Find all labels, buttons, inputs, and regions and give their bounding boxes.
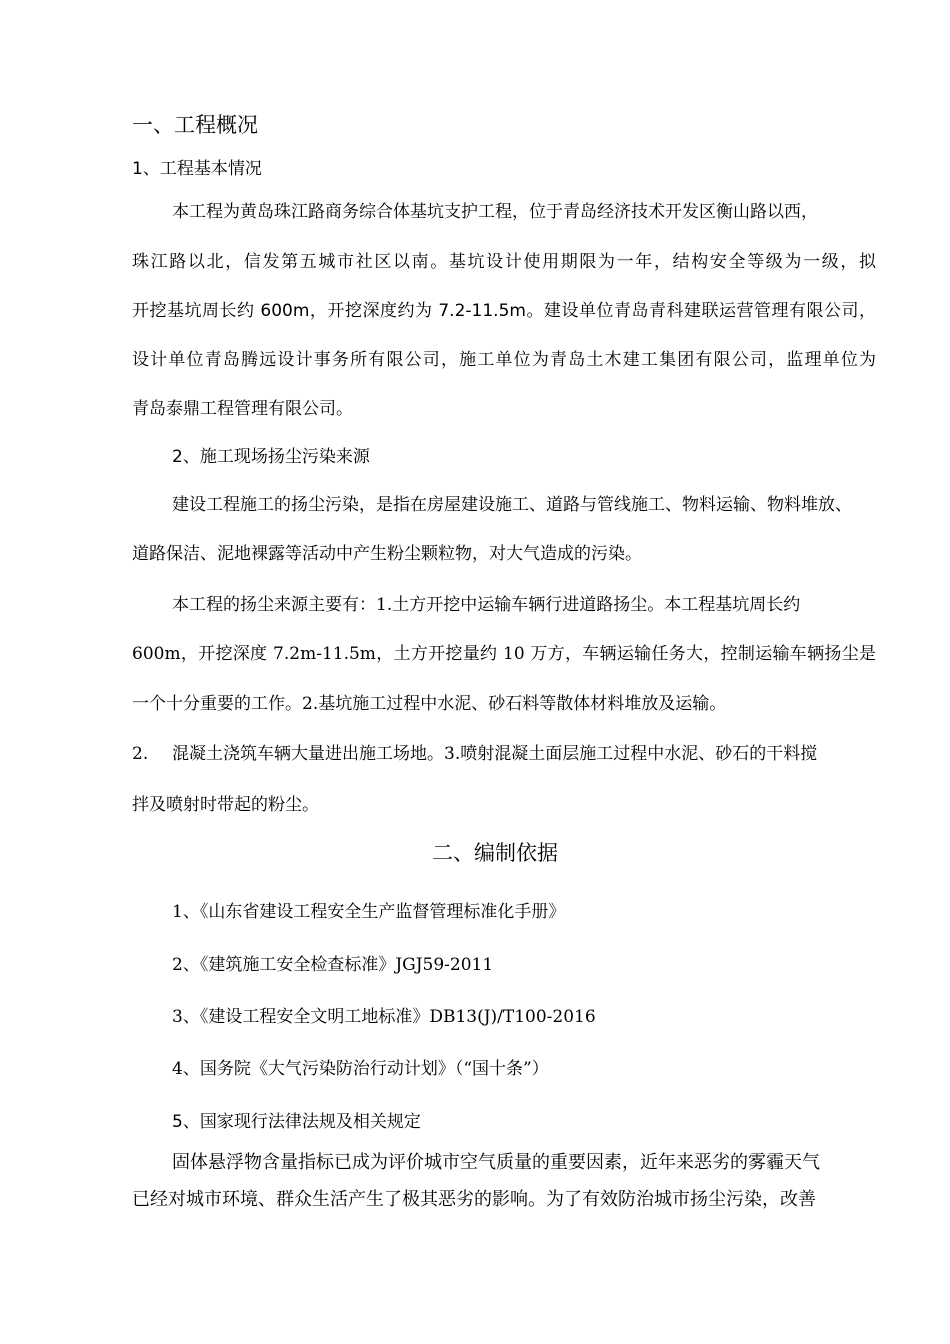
paragraph-line: 拌及喷射时带起的粉尘。 (132, 795, 319, 815)
paragraph-line: 已经对城市环境、群众生活产生了极其恶劣的影响。为了有效防治城市扬尘污染，改善 (132, 1189, 816, 1210)
paragraph-line: 本工程的扬尘来源主要有：1.土方开挖中运输车辆行进道路扬尘。本工程基坑周长约 (172, 595, 801, 615)
section-1-title: 一、工程概况 (132, 113, 258, 137)
paragraph-line: 固体悬浮物含量指标已成为评价城市空气质量的重要因素，近年来恶劣的雾霾天气 (172, 1152, 820, 1173)
paragraph-line: 开挖基坑周长约 600m，开挖深度约为 7.2-11.5m。建设单位青岛青科建联运营管理有限公司， (132, 301, 876, 321)
reference-item: 1、《山东省建设工程安全生产监督管理标准化手册》 (172, 902, 566, 922)
paragraph-line: 道路保洁、泥地裸露等活动中产生粉尘颗粒物，对大气造成的污染。 (132, 544, 642, 564)
reference-item: 2、《建筑施工安全检查标准》JGJ59-2011 (172, 955, 494, 975)
paragraph-line: 本工程为黄岛珠江路商务综合体基坑支护工程，位于青岛经济技术开发区衡山路以西， (172, 202, 818, 222)
paragraph-line: 600m，开挖深度 7.2m-11.5m，土方开挖量约 10 万方，车辆运输任务大，控制运输车辆扬尘是 (132, 644, 876, 664)
paragraph-line: 珠江路以北，信发第五城市社区以南。基坑设计使用期限为一年，结构安全等级为一级，拟 (132, 252, 876, 272)
reference-item: 5、国家现行法律法规及相关规定 (172, 1112, 421, 1132)
paragraph-line: 建设工程施工的扬尘污染，是指在房屋建设施工、道路与管线施工、物料运输、物料堆放、 (172, 495, 852, 515)
paragraph-line: 设计单位青岛腾远设计事务所有限公司，施工单位为青岛土木建工集团有限公司，监理单位为 (132, 350, 876, 370)
subsection-2-heading: 2、施工现场扬尘污染来源 (172, 447, 370, 467)
reference-item: 3、《建设工程安全文明工地标准》DB13(J)/T100-2016 (172, 1007, 596, 1027)
subsection-1-heading: 1、工程基本情况 (132, 159, 262, 179)
paragraph-line: 青岛泰鼎工程管理有限公司。 (132, 399, 353, 419)
reference-item: 4、国务院《大气污染防治行动计划》（“国十条”） (172, 1059, 549, 1079)
list-number: 2. (132, 744, 149, 764)
paragraph-line: 一个十分重要的工作。2.基坑施工过程中水泥、砂石料等散体材料堆放及运输。 (132, 694, 727, 714)
paragraph-line: 混凝土浇筑车辆大量进出施工场地。3.喷射混凝土面层施工过程中水泥、砂石的干料搅 (172, 744, 818, 764)
section-2-title: 二、编制依据 (432, 841, 558, 865)
